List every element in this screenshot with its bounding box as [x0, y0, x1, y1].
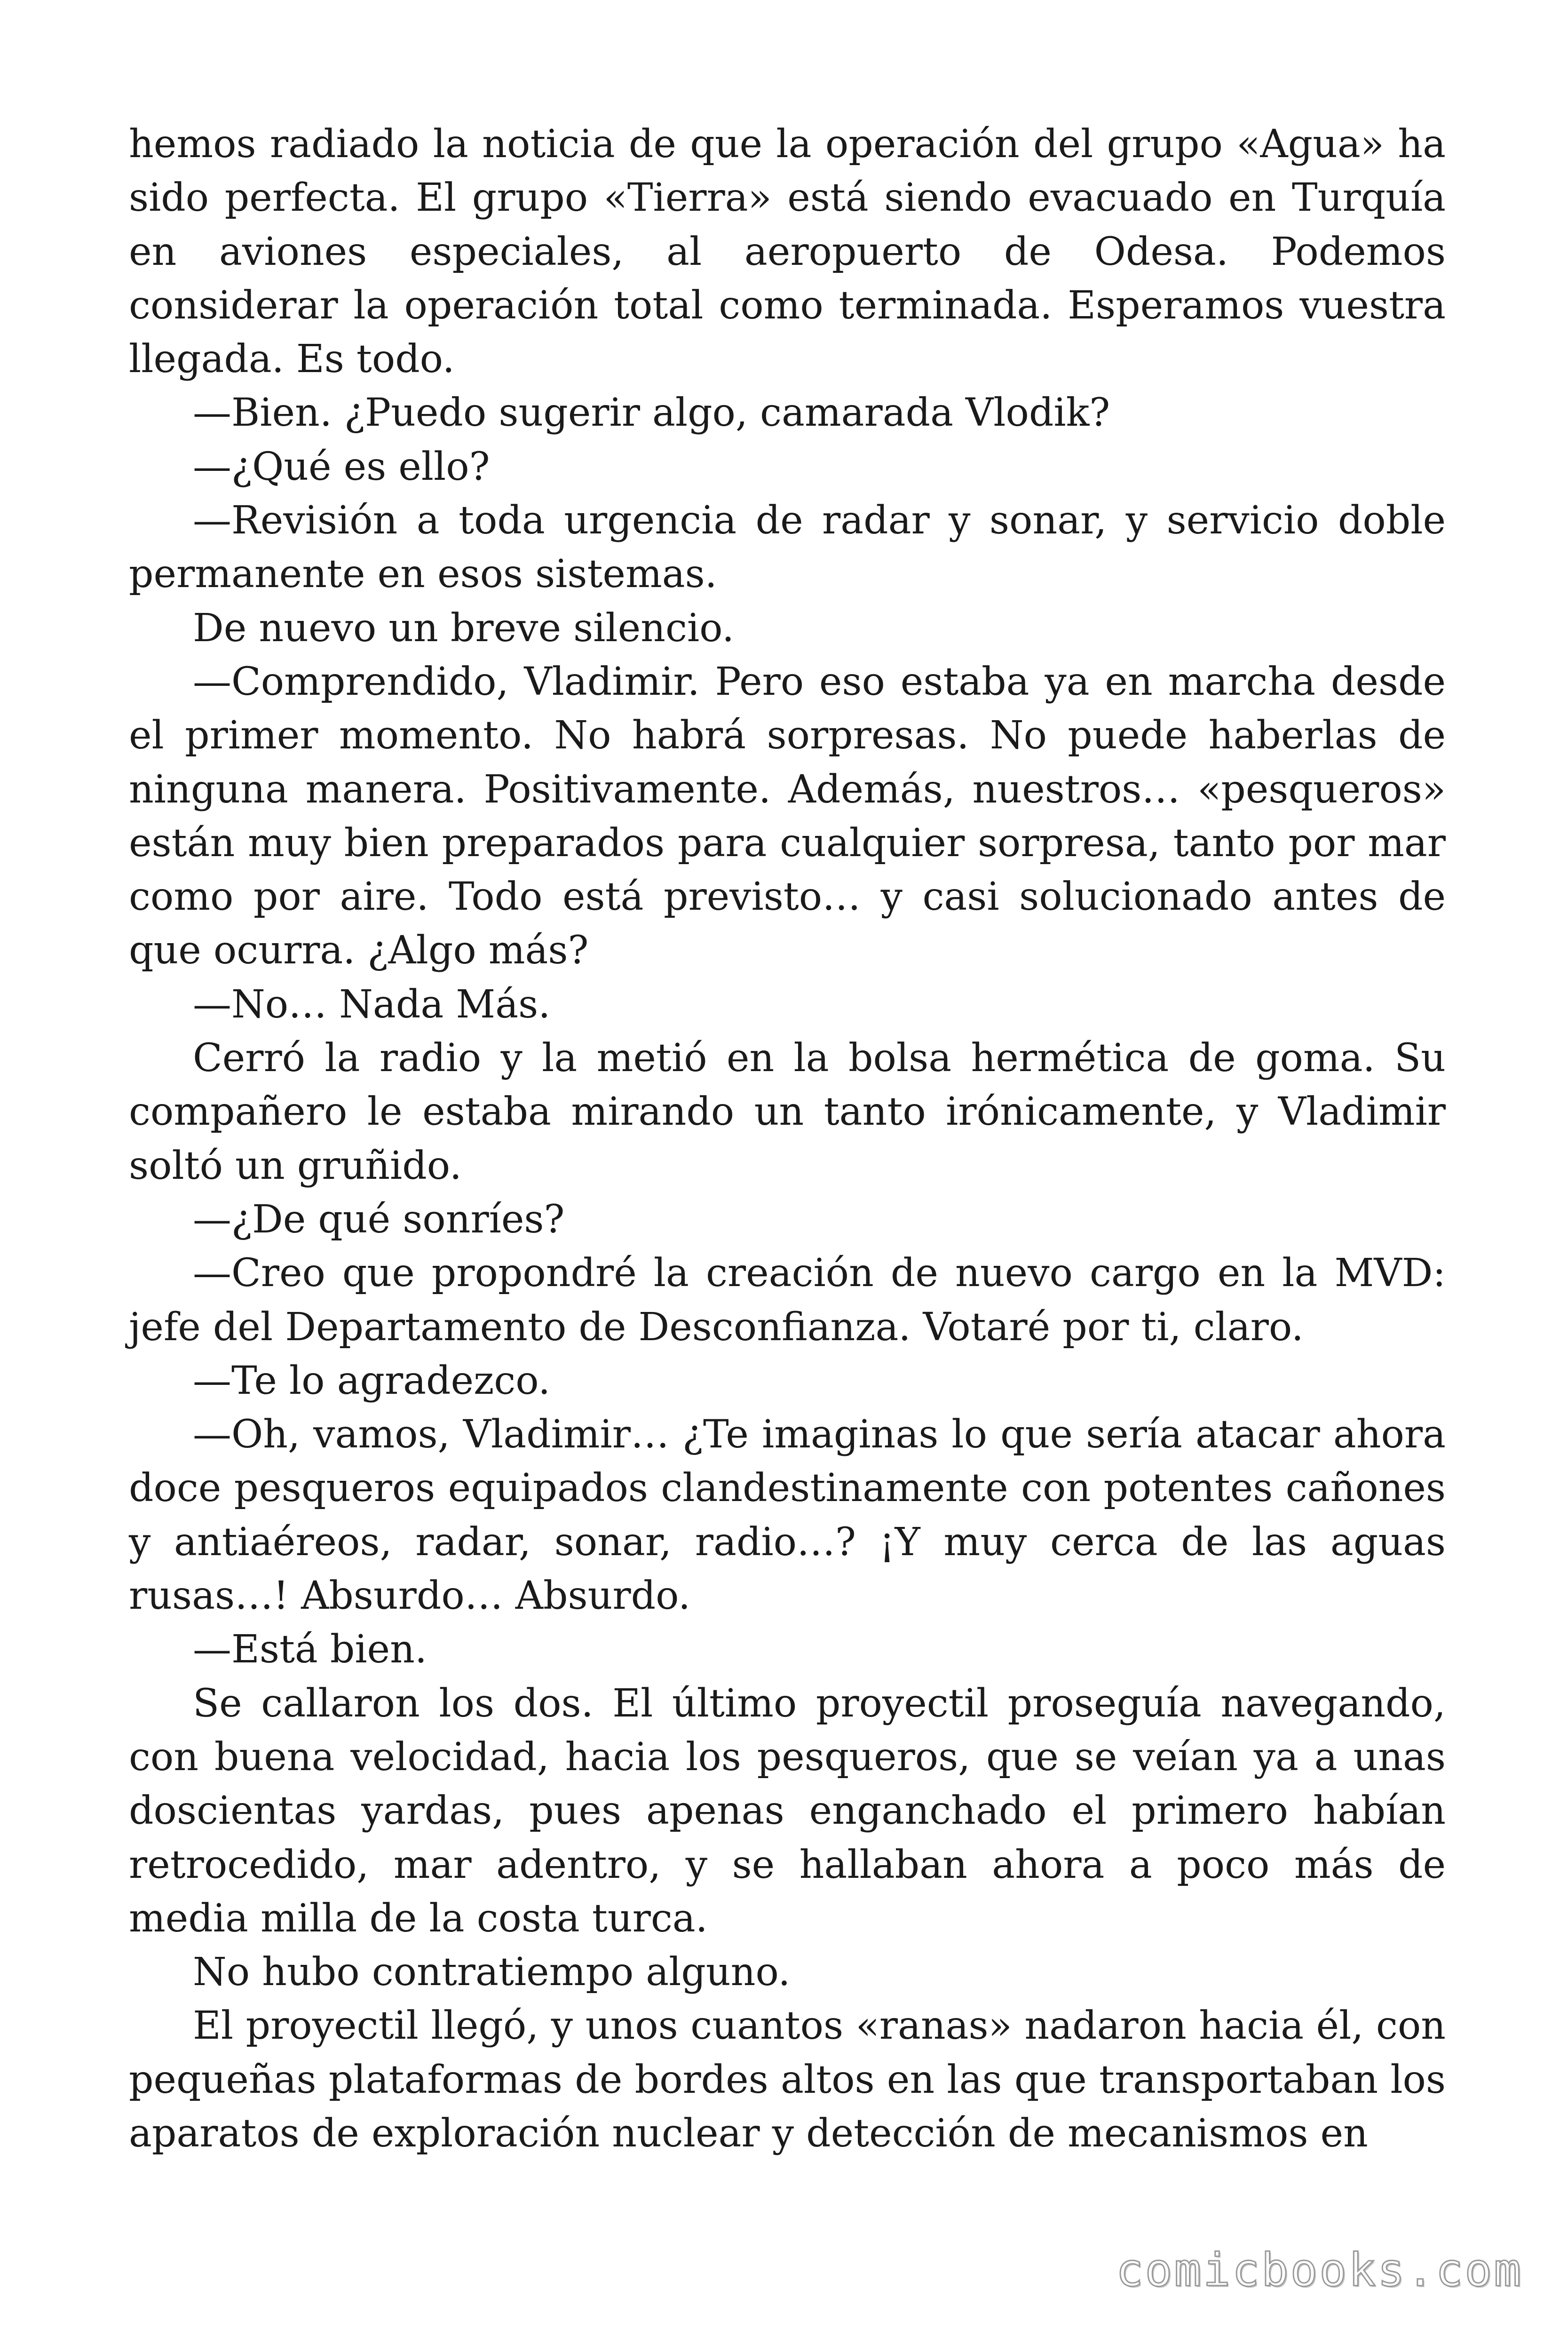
paragraph: —Está bien.	[193, 1627, 427, 1672]
paragraph: Se callaron los dos. El último proyectil proseguía navegando, con buena velocidad, hacia los pesqueros, que se veían ya a unas doscientas yardas, pues apenas enganchado el primero habían retrocedido, mar adentro, y se hallaban ahora a poco más de media milla de la costa turca.	[129, 1681, 1446, 1941]
watermark: comicbooks.com	[1116, 2244, 1523, 2296]
book-page-text	[129, 118, 1446, 2161]
paragraph: Cerró la radio y la metió en la bolsa hermética de goma. Su compañero le estaba mirando un tanto irónicamente, y Vladimir soltó un gruñido.	[129, 1036, 1446, 1188]
paragraph: —Creo que propondré la creación de nuevo cargo en la MVD: jefe del Departamento de Desconfianza. Votaré por ti, claro.	[129, 1251, 1446, 1350]
paragraph: hemos radiado la noticia de que la operación del grupo «Agua» ha sido perfecta. El grupo «Tierra» está siendo evacuado en Turquía en aviones especiales, al aeropuerto de Odesa. Podemos considerar la operación total como terminada. Esperamos vuestra llegada. Es todo.	[129, 122, 1446, 382]
paragraph: —Comprendido, Vladimir. Pero eso estaba ya en marcha desde el primer momento. No habrá sorpresas. No puede haberlas de ninguna manera. Positivamente. Además, nuestros… «pesqueros» están muy bien preparados para cualquier sorpresa, tanto por mar como por aire. Todo está previsto… y casi solucionado antes de que ocurra. ¿Algo más?	[129, 659, 1446, 973]
paragraph: —¿Qué es ello?	[193, 444, 490, 489]
paragraph: —Te lo agradezco.	[193, 1358, 551, 1403]
paragraph: —Bien. ¿Puedo sugerir algo, camarada Vlodik?	[193, 390, 1110, 436]
paragraph: —Revisión a toda urgencia de radar y sonar, y servicio doble permanente en esos sistemas.	[129, 498, 1446, 597]
paragraph: —No… Nada Más.	[193, 982, 551, 1027]
paragraph: No hubo contratiempo alguno.	[193, 1950, 791, 1995]
paragraph: De nuevo un breve silencio.	[193, 605, 735, 651]
paragraph: —Oh, vamos, Vladimir… ¿Te imaginas lo que sería atacar ahora doce pesqueros equipados clandestinamente con potentes cañones y antiaéreos, radar, sonar, radio…? ¡Y muy cerca de las aguas rusas…! Absurdo… Absurdo.	[129, 1412, 1446, 1619]
paragraph: El proyectil llegó, y unos cuantos «ranas» nadaron hacia él, con pequeñas plataformas de bordes altos en las que transportaban los aparatos de exploración nuclear y detección de mecanismos en	[129, 2003, 1446, 2156]
paragraph: —¿De qué sonríes?	[193, 1197, 565, 1242]
